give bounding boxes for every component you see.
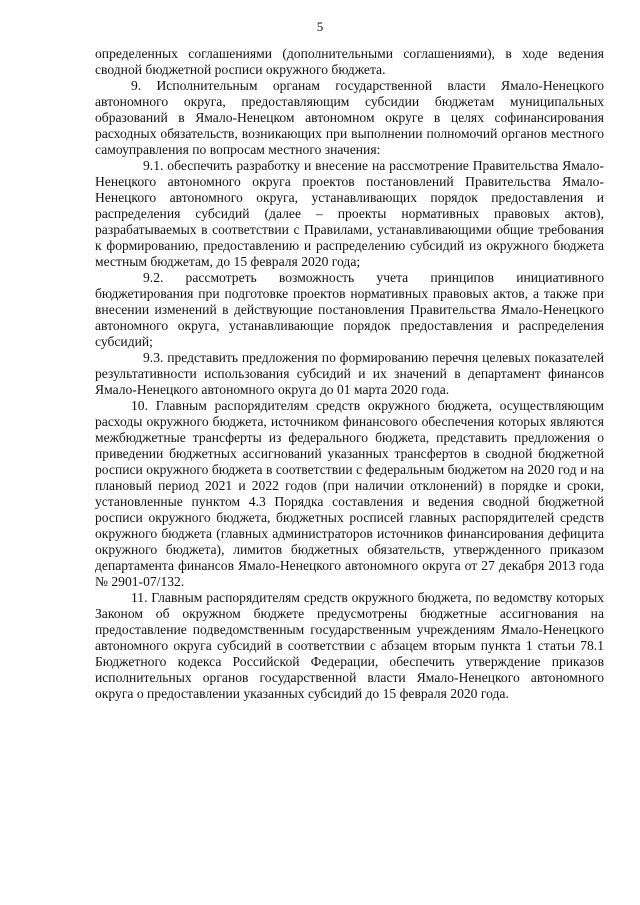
document-body xyxy=(95,46,604,702)
paragraph-continuation: определенных соглашениями (дополнительными соглашениями), в ходе ведения сводной бюджетной росписи окружного бюджета. xyxy=(95,46,604,77)
paragraph-9-2: 9.2. рассмотреть возможность учета принципов инициативного бюджетирования при подготовке проектов нормативных правовых актов, а также при внесении изменений в действующие постановления Правительства Ямало-Ненецкого автономного округа, устанавливающие порядок предоставления и распределения субсидий; xyxy=(95,270,604,349)
paragraph-9-3: 9.3. представить предложения по формированию перечня целевых показателей результативности использования субсидий и их значений в департамент финансов Ямало-Ненецкого автономного округа до 01 марта 2020 года. xyxy=(95,350,604,397)
page-number: 5 xyxy=(316,19,324,34)
paragraph-11: 11. Главным распорядителям средств окружного бюджета, по ведомству которых Законом об окружном бюджете предусмотрены бюджетные ассигнования на предоставление подведомственным государственным учреждениям Ямало-Ненецкого автономного округа субсидий в соответствии с абзацем вторым пункта 1 статьи 78.1 Бюджетного кодекса Российской Федерации, обеспечить утверждение приказов исполнительных органов государственной власти Ямало-Ненецкого автономного округа о предоставлении указанных субсидий до 15 февраля 2020 года. xyxy=(95,590,604,701)
paragraph-10: 10. Главным распорядителям средств окружного бюджета, осуществляющим расходы окружного бюджета, источником финансового обеспечения которых являются межбюджетные трансферты из федерального бюджета, представить предложения о приведении бюджетных ассигнований указанных трансфертов в сводной бюджетной росписи окружного бюджета в соответствии с федеральным бюджетом на 2020 год и на плановый период 2021 и 2022 годов (при наличии отклонений) в порядке и сроки, установленные пунктом 4.3 Порядка составления и ведения сводной бюджетной росписи окружного бюджета, бюджетных росписей главных распорядителей средств окружного бюджета (главных администраторов источников финансирования дефицита окружного бюджета), лимитов бюджетных обязательств, утвержденного приказом департамента финансов Ямало-Ненецкого автономного округа от 27 декабря 2013 года № 2901-07/132. xyxy=(95,398,604,589)
paragraph-9-1: 9.1. обеспечить разработку и внесение на рассмотрение Правительства Ямало-Ненецкого автономного округа проектов постановлений Правительства Ямало-Ненецкого автономного округа, устанавливающих порядок предоставления и распределения субсидий (далее – проекты нормативных правовых актов), разрабатываемых в соответствии с Правилами, устанавливающими общие требования к формированию, предоставлению и распределению субсидий из окружного бюджета местным бюджетам, до 15 февраля 2020 года; xyxy=(95,158,604,269)
paragraph-9: 9. Исполнительным органам государственной власти Ямало-Ненецкого автономного округа, предоставляющим субсидии бюджетам муниципальных образований в Ямало-Ненецком автономном округе в целях софинансирования расходных обязательств, возникающих при выполнении полномочий органов местного самоуправления по вопросам местного значения: xyxy=(95,78,604,157)
